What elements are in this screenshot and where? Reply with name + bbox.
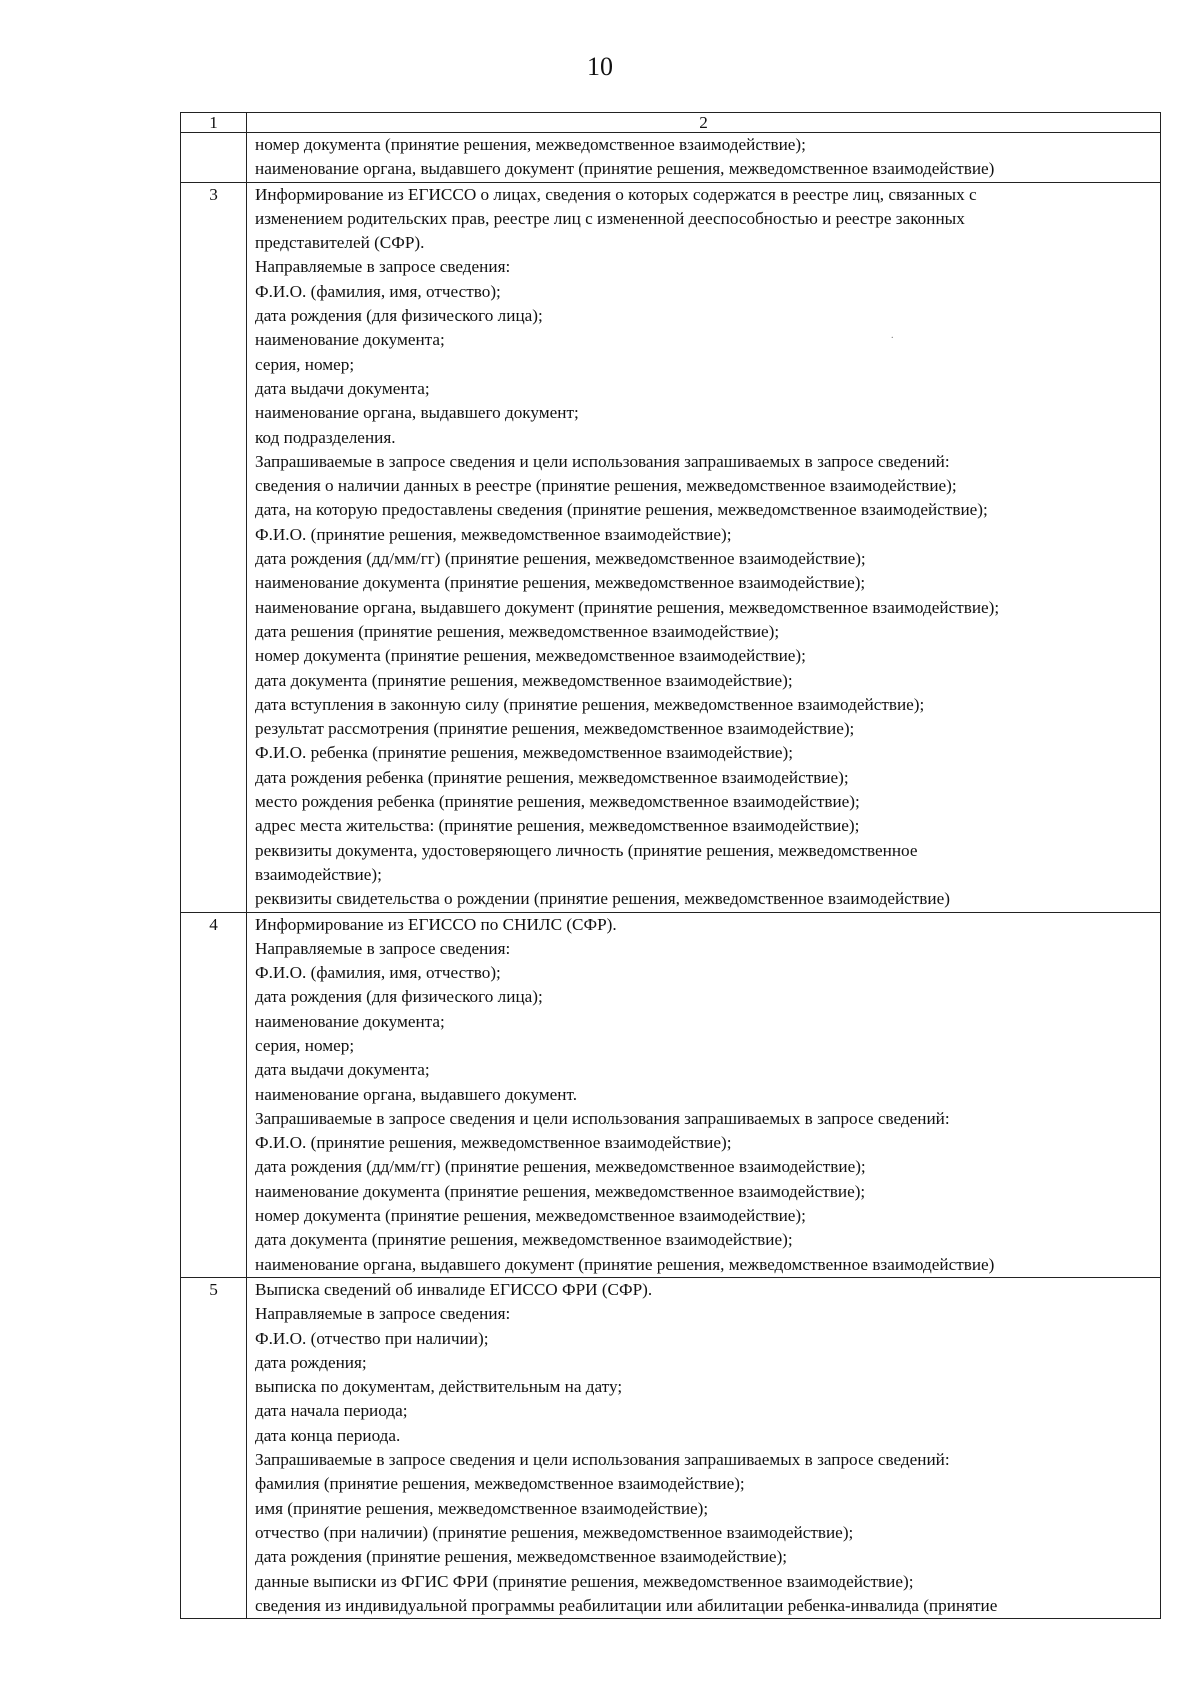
row-text-line: номер документа (принятие решения, межведомственное взаимодействие);: [255, 135, 806, 154]
row-text-line: наименование документа (принятие решения, межведомственное взаимодействие);: [255, 1181, 866, 1201]
row-text-line: Ф.И.О. (фамилия, имя, отчество);: [255, 963, 501, 983]
row-text-line: код подразделения.: [255, 427, 396, 447]
row-text-line: отчество (при наличии) (принятие решения, межведомственное взаимодействие);: [255, 1522, 854, 1542]
row-number-cell: [181, 133, 247, 183]
row-text-line: дата вступления в законную силу (принятие решения, межведомственное взаимодействие);: [255, 694, 925, 714]
row-text-line: дата рождения (принятие решения, межведомственное взаимодействие);: [255, 1547, 788, 1567]
row-text-line: сведения из индивидуальной программы реабилитации или абилитации ребенка-инвалида (принятие: [255, 1595, 998, 1615]
row-content-cell: [247, 912, 1161, 1277]
row-text-line: Запрашиваемые в запросе сведения и цели использования запрашиваемых в запросе сведений:: [255, 451, 950, 471]
row-text-line: изменением родительских прав, реестре лиц с измененной дееспособностью и реестре законных: [255, 208, 965, 228]
row-text-line: дата начала периода;: [255, 1401, 408, 1421]
row-text-line: дата решения (принятие решения, межведомственное взаимодействие);: [255, 621, 780, 641]
row-text-line: дата документа (принятие решения, межведомственное взаимодействие);: [255, 670, 793, 690]
header-col-content: 2: [247, 113, 1161, 133]
row-text-line: Направляемые в запросе сведения:: [255, 257, 511, 277]
page-number: 10: [587, 52, 613, 81]
row-number-cell: 4: [181, 912, 247, 1277]
row-text-line: реквизиты документа, удостоверяющего личность (принятие решения, межведомственное: [255, 840, 918, 860]
row-content-cell: [247, 182, 1161, 912]
row-text-line: дата рождения (дд/мм/гг) (принятие решения, межведомственное взаимодействие);: [255, 549, 866, 569]
row-text-line: наименование органа, выдавшего документ (принятие решения, межведомственное взаимодействие): [255, 1254, 995, 1274]
row-text-line: дата рождения (для физического лица);: [255, 306, 543, 326]
row-content-cell: [247, 1277, 1161, 1618]
row-text-line: реквизиты свидетельства о рождении (принятие решения, межведомственное взаимодействие): [255, 889, 950, 909]
row-text-line: выписка по документам, действительным на дату;: [255, 1377, 623, 1397]
row-text-line: наименование документа (принятие решения, межведомственное взаимодействие);: [255, 573, 866, 593]
row-text-line: Информирование из ЕГИССО о лицах, сведения о которых содержатся в реестре лиц, связанных с: [255, 184, 977, 204]
row-text-line: дата рождения;: [255, 1352, 367, 1372]
row-text-line: представителей (СФР).: [255, 233, 425, 253]
row-content-cell: [247, 133, 1161, 183]
row-text-line: взаимодействие);: [255, 864, 382, 884]
row-text-line: Ф.И.О. (принятие решения, межведомственное взаимодействие);: [255, 1133, 732, 1153]
row-text-line: дата выдачи документа;: [255, 378, 430, 398]
row-text-line: дата рождения ребенка (принятие решения, межведомственное взаимодействие);: [255, 767, 849, 787]
row-text-line: дата рождения (для физического лица);: [255, 987, 543, 1007]
table-row: [181, 182, 1161, 912]
row-text-line: имя (принятие решения, межведомственное взаимодействие);: [255, 1498, 709, 1518]
row-text-line: дата рождения (дд/мм/гг) (принятие решения, межведомственное взаимодействие);: [255, 1157, 866, 1177]
row-text-line: адрес места жительства: (принятие решения, межведомственное взаимодействие);: [255, 816, 860, 836]
row-text-line: номер документа (принятие решения, межведомственное взаимодействие);: [255, 646, 806, 666]
row-text-line: Информирование из ЕГИССО по СНИЛС (СФР).: [255, 914, 617, 934]
row-text-line: сведения о наличии данных в реестре (принятие решения, межведомственное взаимодействие);: [255, 476, 957, 496]
header-col-number: 1: [181, 113, 247, 133]
table-row: [181, 912, 1161, 1277]
row-text-line: Запрашиваемые в запросе сведения и цели использования запрашиваемых в запросе сведений:: [255, 1108, 950, 1128]
row-text-line: Ф.И.О. ребенка (принятие решения, межведомственное взаимодействие);: [255, 743, 794, 763]
requirements-table: [180, 112, 1161, 1619]
row-text-line: Направляемые в запросе сведения:: [255, 938, 511, 958]
row-text-line: Ф.И.О. (фамилия, имя, отчество);: [255, 281, 501, 301]
table-row: [181, 1277, 1161, 1618]
scan-mark: .: [891, 330, 894, 341]
row-number-cell: 3: [181, 182, 247, 912]
row-text-line: Направляемые в запросе сведения:: [255, 1304, 511, 1324]
row-text-line: дата конца периода.: [255, 1425, 401, 1445]
row-text-line: результат рассмотрения (принятие решения, межведомственное взаимодействие);: [255, 719, 855, 739]
row-text-line: Выписка сведений об инвалиде ЕГИССО ФРИ (СФР).: [255, 1279, 653, 1299]
row-text-line: наименование документа;: [255, 330, 445, 350]
row-number-cell: 5: [181, 1277, 247, 1618]
table-row: [181, 133, 1161, 183]
row-text-line: номер документа (принятие решения, межведомственное взаимодействие);: [255, 1206, 806, 1226]
row-text-line: данные выписки из ФГИС ФРИ (принятие решения, межведомственное взаимодействие);: [255, 1571, 914, 1591]
row-text-line: дата, на которую предоставлены сведения (принятие решения, межведомственное взаимодействие);: [255, 500, 988, 520]
row-text-line: место рождения ребенка (принятие решения, межведомственное взаимодействие);: [255, 792, 860, 812]
row-text-line: серия, номер;: [255, 1035, 355, 1055]
row-text-line: Ф.И.О. (отчество при наличии);: [255, 1328, 489, 1348]
row-text-line: серия, номер;: [255, 354, 355, 374]
row-text-line: наименование документа;: [255, 1011, 445, 1031]
row-text-line: Запрашиваемые в запросе сведения и цели использования запрашиваемых в запросе сведений:: [255, 1450, 950, 1470]
row-text-line: Ф.И.О. (принятие решения, межведомственное взаимодействие);: [255, 524, 732, 544]
row-text-line: фамилия (принятие решения, межведомственное взаимодействие);: [255, 1474, 745, 1494]
row-text-line: наименование органа, выдавшего документ.: [255, 1084, 578, 1104]
row-text-line: дата документа (принятие решения, межведомственное взаимодействие);: [255, 1230, 793, 1250]
row-text-line: наименование органа, выдавшего документ (принятие решения, межведомственное взаимодействие);: [255, 597, 1000, 617]
row-text-line: наименование органа, выдавшего документ;: [255, 403, 579, 423]
row-text-line: наименование органа, выдавшего документ (принятие решения, межведомственное взаимодействие): [255, 159, 995, 179]
row-text-line: дата выдачи документа;: [255, 1060, 430, 1080]
table-header-row: [181, 113, 1161, 133]
